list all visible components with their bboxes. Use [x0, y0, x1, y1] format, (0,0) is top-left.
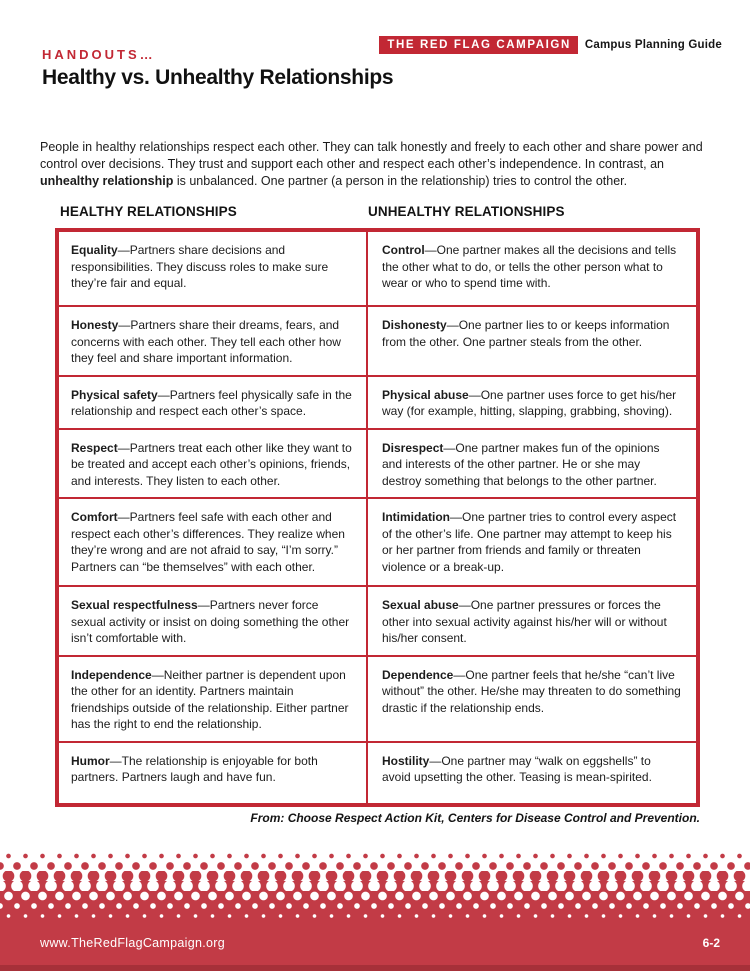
healthy-cell [59, 377, 366, 428]
description: —One partner may “walk on eggshells” to avoid upsetting the other. Teasing is mean-spirited. [382, 753, 652, 784]
term: Independence [71, 667, 152, 682]
description: —Partners never force sexual activity or insist on doing something the other isn’t comfortable with. [71, 598, 350, 645]
page-number: 6-2 [702, 936, 720, 950]
halftone-row [0, 881, 750, 891]
halftone-row [0, 911, 750, 921]
healthy-cell [59, 307, 366, 375]
halftone-row [0, 851, 750, 861]
intro-text-1: People in healthy relationships respect each other. They can talk honestly and freely to each other and share power and control over decisions. They trust and support each other and respect each other’s independence. In contrast, an [40, 140, 703, 171]
halftone-row [0, 871, 750, 881]
halftone-pattern [0, 851, 750, 921]
unhealthy-cell [366, 499, 696, 585]
description: —One partner makes fun of the opinions and interests of the other partner. He or she may destroy something that belongs to the other partner. [382, 440, 660, 488]
healthy-cell [59, 743, 366, 803]
column-headers [60, 204, 700, 219]
description: —Partners feel physically safe in the relationship and respect each other’s space. [71, 387, 352, 418]
footer-dark-strip [0, 965, 750, 971]
intro-bold-phrase: unhealthy relationship [40, 174, 174, 188]
term: Respect [71, 440, 118, 455]
term: Hostility [382, 753, 430, 768]
brand-cluster [379, 36, 722, 54]
halftone-row [0, 891, 750, 901]
guide-label: Campus Planning Guide [584, 39, 722, 51]
term: Humor [71, 753, 110, 768]
page-title: Healthy vs. Unhealthy Relationships [42, 66, 394, 89]
table-row [59, 428, 696, 498]
campaign-badge: THE RED FLAG CAMPAIGN [379, 36, 578, 54]
table-row [59, 585, 696, 655]
term: Disrespect [382, 440, 444, 455]
unhealthy-cell [366, 743, 696, 803]
description: —Partners share their dreams, fears, and concerns with each other. They tell each other how they feel and share important information. [71, 318, 341, 365]
description: —One partner makes all the decisions and tells the other what to do, or tells the other person what to wear or who to spend time with. [382, 243, 677, 290]
description: —One partner pressures or forces the other into sexual activity against his/her will or without his/her consent. [382, 598, 667, 645]
table-row [59, 305, 696, 375]
term: Physical safety [71, 387, 158, 402]
description: —One partner tries to control every aspect of the other’s life. One partner may attempt to keep his or her partner from friends and family or threaten violence or a break-up. [382, 510, 677, 574]
halftone-row [0, 901, 750, 911]
healthy-column-header: HEALTHY RELATIONSHIPS [60, 204, 237, 219]
table-row [59, 497, 696, 585]
description: —Partners share decisions and responsibilities. They discuss roles to make sure they’re fair and equal. [71, 243, 329, 290]
term: Comfort [71, 510, 118, 524]
halftone-row [0, 861, 750, 871]
handouts-label: HANDOUTS… [42, 47, 156, 62]
term: Sexual abuse [382, 598, 459, 612]
term: Dishonesty [382, 318, 447, 332]
healthy-cell [59, 499, 366, 585]
healthy-cell [59, 657, 366, 741]
term: Intimidation [382, 510, 450, 524]
table-row [59, 232, 696, 305]
table-row [59, 741, 696, 803]
healthy-cell [59, 430, 366, 498]
intro-text-2: is unbalanced. One partner (a person in the relationship) tries to control the other. [173, 174, 628, 188]
footer-url-link[interactable]: www.TheRedFlagCampaign.org [40, 936, 225, 950]
term: Sexual respectfulness [71, 598, 198, 612]
unhealthy-cell [366, 232, 696, 305]
comparison-table [55, 228, 700, 807]
unhealthy-cell [366, 587, 696, 655]
description: —One partner lies to or keeps information from the other. One partner steals from the other. [382, 318, 670, 349]
healthy-cell [59, 587, 366, 655]
description: —One partner uses force to get his/her way (for example, hitting, slapping, grabbing, shoving). [382, 387, 677, 418]
description: —Partners treat each other like they want to be treated and accept each other’s opinions, friends, and interests. They listen to each other. [71, 440, 352, 488]
term: Equality [71, 243, 118, 257]
unhealthy-cell [366, 377, 696, 428]
term: Dependence [382, 667, 454, 682]
description: —One partner feels that he/she “can’t live without” the other. He/she may threaten to do something drastic if the relationship ends. [382, 667, 681, 715]
table-row [59, 655, 696, 741]
term: Control [382, 243, 425, 257]
attribution-line: From: Choose Respect Action Kit, Centers for Disease Control and Prevention. [250, 811, 700, 825]
term: Honesty [71, 318, 119, 332]
unhealthy-cell [366, 307, 696, 375]
page-footer-block [0, 851, 750, 971]
footer-bar [0, 921, 750, 965]
description: —Neither partner is dependent upon the other for an identity. Partners maintain friendships outside of the relationship. Either partner has the right to end the relationship. [71, 667, 349, 731]
intro-paragraph [40, 139, 712, 190]
healthy-cell [59, 232, 366, 305]
description: —The relationship is enjoyable for both partners. Partners laugh and have fun. [71, 753, 318, 784]
unhealthy-cell [366, 657, 696, 741]
description: —Partners feel safe with each other and respect each other’s differences. They realize when they’re wrong and are not afraid to say, “I’m sorry.” Partners can “be themselves” with each other. [71, 510, 345, 574]
term: Physical abuse [382, 387, 469, 402]
table-row [59, 375, 696, 428]
unhealthy-column-header: UNHEALTHY RELATIONSHIPS [368, 204, 565, 219]
unhealthy-cell [366, 430, 696, 498]
